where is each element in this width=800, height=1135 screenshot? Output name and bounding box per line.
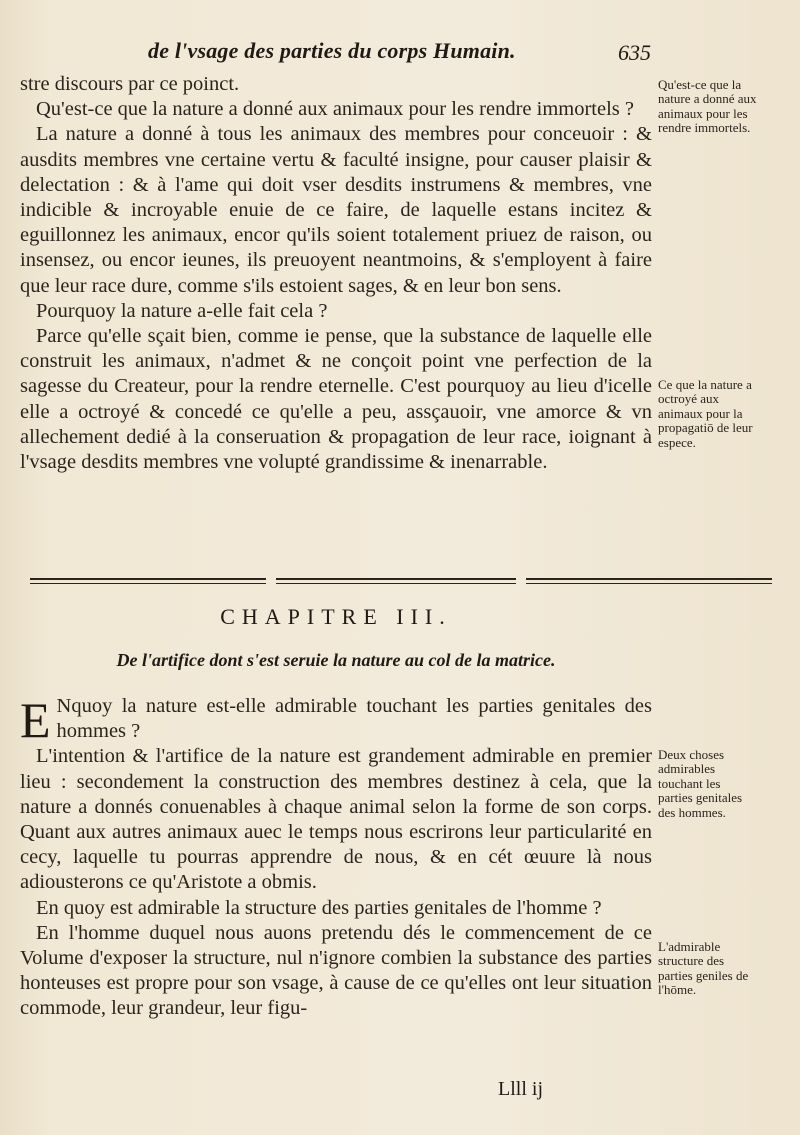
main-text-bottom <box>20 694 652 1022</box>
section-divider <box>30 578 772 588</box>
question: Pourquoy la nature a-elle fait cela ? <box>36 299 328 322</box>
question: E Nquoy la nature est-elle admirable touchant les parties genitales des hommes ? <box>20 692 652 748</box>
signature-mark: Llll ij <box>498 1078 543 1100</box>
running-title: de l'vsage des parties du corps Humain. <box>148 38 516 63</box>
chapter-subtitle: De l'artifice dont s'est seruie la nature au col de la matrice. <box>116 650 556 670</box>
drop-capital: E <box>20 692 51 748</box>
paragraph: En l'homme duquel nous auons pretendu dés le commencement de ce Volume d'exposer la structure, nul n'ignore combien la substance des parties honteuses est propre pour son vsage, à cause de ce qu'elles ont leur situation commode, leur grandeur, leur figu- <box>20 921 652 1020</box>
paragraph: La nature a donné à tous les animaux des membres pour conceuoir : & ausdits membres vne certaine vertu & faculté insigne, pour causer plaisir & delectation : & à l'ame qui doit vser desdits instrumens & membres, vne indicible & incroyable enuie de ce faire, de laquelle estans incitez & eguillonnez les animaux, encor qu'ils soient totalement priuez de raison, ou insensez, ou encor ieunes, ils preuoyent neantmoins, & s'employent à faire que leur race dure, comme s'ils estoient sages, & en leur bon sens. <box>20 123 652 297</box>
chapter-heading: CHAPITRE III. <box>220 604 452 629</box>
main-text-top <box>20 72 652 475</box>
paragraph: L'intention & l'artifice de la nature est grandement admirable en premier lieu : secondement la construction des membres destinez à cela, que la nature a donnés conuenables à chaque animal selon la forme de son corps. Quant aux autres animaux auec le temps nous escrirons leur particularité en cecy, laquelle tu pourras apprendre de nous, & en cét œuure là nous adiousterons ce qu'Aristote a obmis. <box>20 745 652 894</box>
margin-note: Qu'est-ce que la nature a donné aux animaux pour les rendre immortels. <box>658 77 757 136</box>
margin-note: Ce que la nature a octroyé aux animaux pour la propagatiō de leur espece. <box>658 377 753 450</box>
page-number: 635 <box>618 40 651 65</box>
question: En quoy est admirable la structure des parties genitales de l'homme ? <box>36 896 602 919</box>
paragraph: stre discours par ce poinct. <box>20 73 240 95</box>
paragraph: Parce qu'elle sçait bien, comme ie pense, que la substance de laquelle elle construit les animaux, n'admet & ne conçoit point vne perfection de la sagesse du Createur, pour la rendre eternelle. C'est pourquoy au lieu d'icelle elle a octroyé & concedé ce qu'elle a peu, assçauoir, vne amorce & vn allechement dedié à la conseruation & propagation de leur race, ioignant à l'vsage desdits membres vne volupté grandissime & inenarrable. <box>20 325 652 474</box>
margin-note: Deux choses admirables touchant les parties genitales des hommes. <box>658 747 743 820</box>
margin-note: L'admirable structure des parties geniles de l'hōme. <box>658 939 749 998</box>
question: Qu'est-ce que la nature a donné aux animaux pour les rendre immortels ? <box>36 98 634 121</box>
